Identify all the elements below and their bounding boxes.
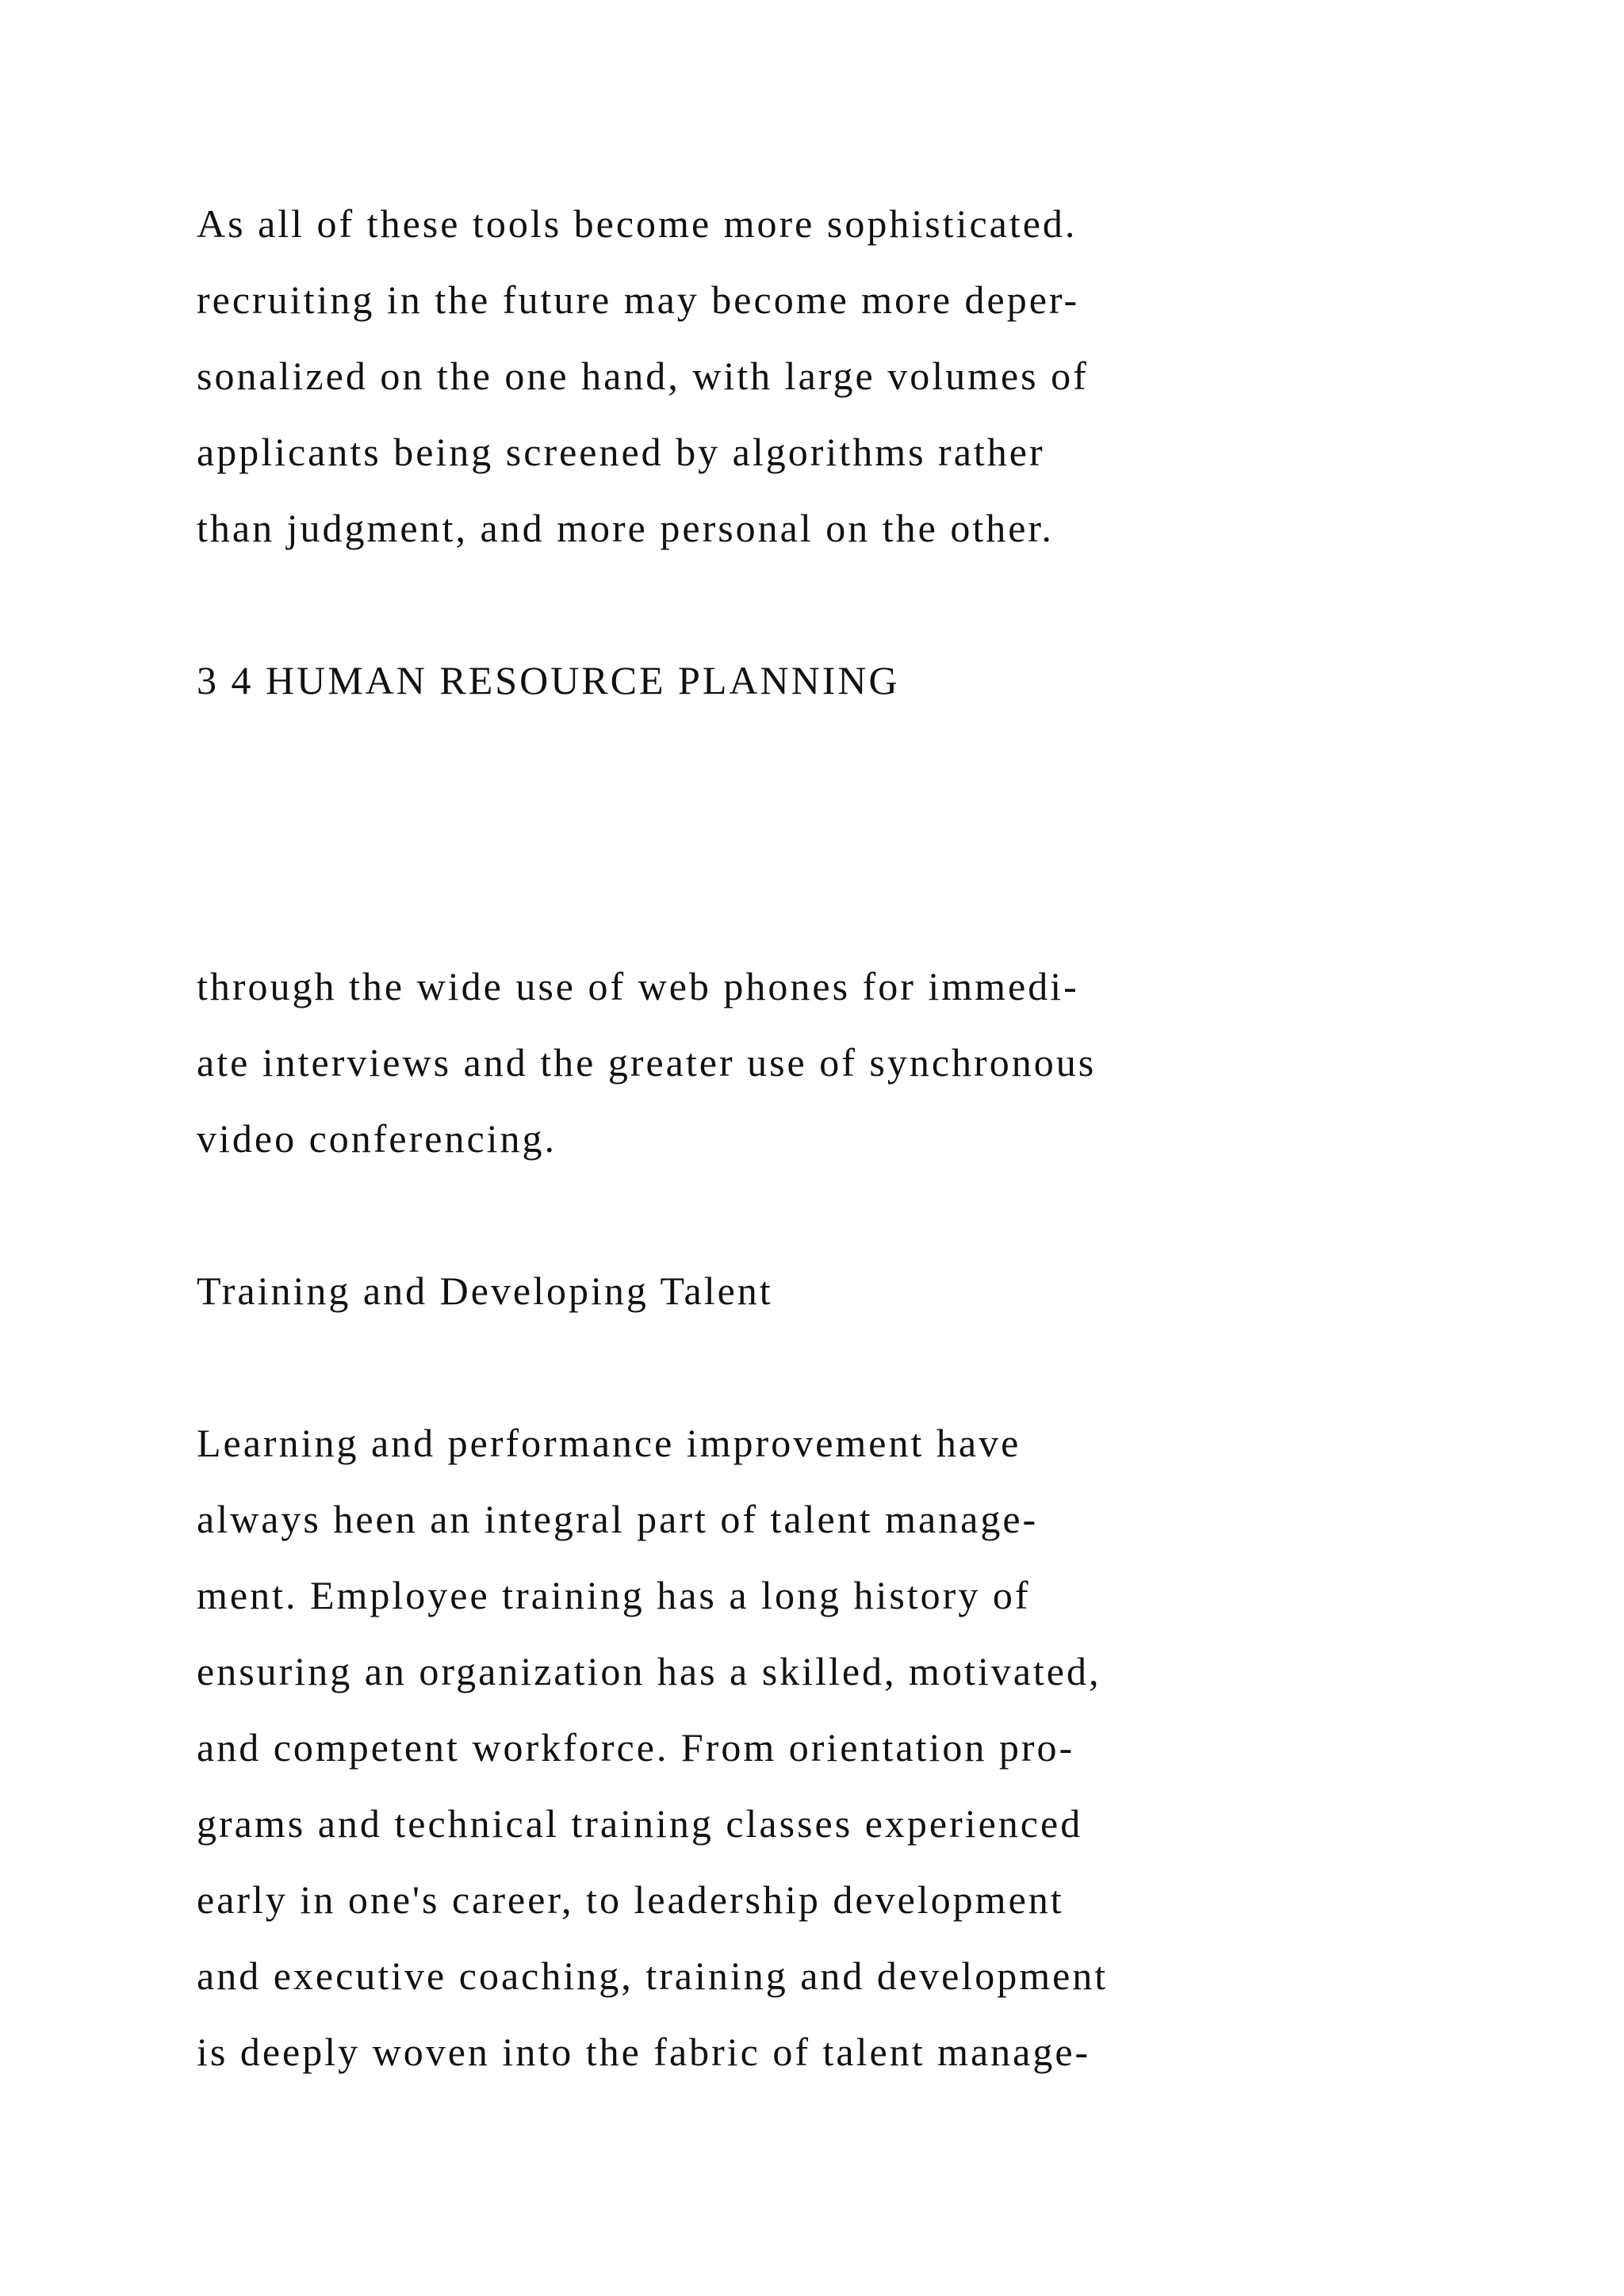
text-line: and executive coaching, training and development xyxy=(197,1954,1109,1998)
text-line: ment. Employee training has a long history of xyxy=(197,1573,1031,1617)
text-line: and competent workforce. From orientation pro- xyxy=(197,1725,1075,1770)
paragraph-training xyxy=(197,1405,1108,2090)
text-line: video conferencing. xyxy=(197,1116,557,1161)
text-line: ensuring an organization has a skilled, motivated, xyxy=(197,1649,1101,1693)
text-line: ate interviews and the greater use of synchronous xyxy=(197,1040,1097,1085)
section-heading xyxy=(197,1253,773,1329)
text-line: As all of these tools become more sophisticated. xyxy=(197,201,1078,246)
text-line: early in one's career, to leadership development xyxy=(197,1877,1064,1922)
text-line: through the wide use of web phones for immedi- xyxy=(197,964,1079,1008)
running-header-text: 3 4 HUMAN RESOURCE PLANNING xyxy=(197,658,900,702)
text-line: applicants being screened by algorithms rather xyxy=(197,430,1045,474)
text-line: recruiting in the future may become more deper- xyxy=(197,277,1080,322)
text-line: than judgment, and more personal on the other. xyxy=(197,506,1054,550)
running-header xyxy=(197,642,900,718)
paragraph-web-phones xyxy=(197,948,1096,1177)
text-line: Learning and performance improvement have xyxy=(197,1421,1021,1465)
section-heading-text: Training and Developing Talent xyxy=(197,1269,773,1313)
text-line: always heen an integral part of talent manage- xyxy=(197,1497,1039,1541)
paragraph-recruiting-future xyxy=(197,186,1089,566)
text-line: grams and technical training classes experienced xyxy=(197,1801,1083,1846)
text-line: sonalized on the one hand, with large volumes of xyxy=(197,354,1089,398)
text-line: is deeply woven into the fabric of talent manage- xyxy=(197,2030,1091,2074)
